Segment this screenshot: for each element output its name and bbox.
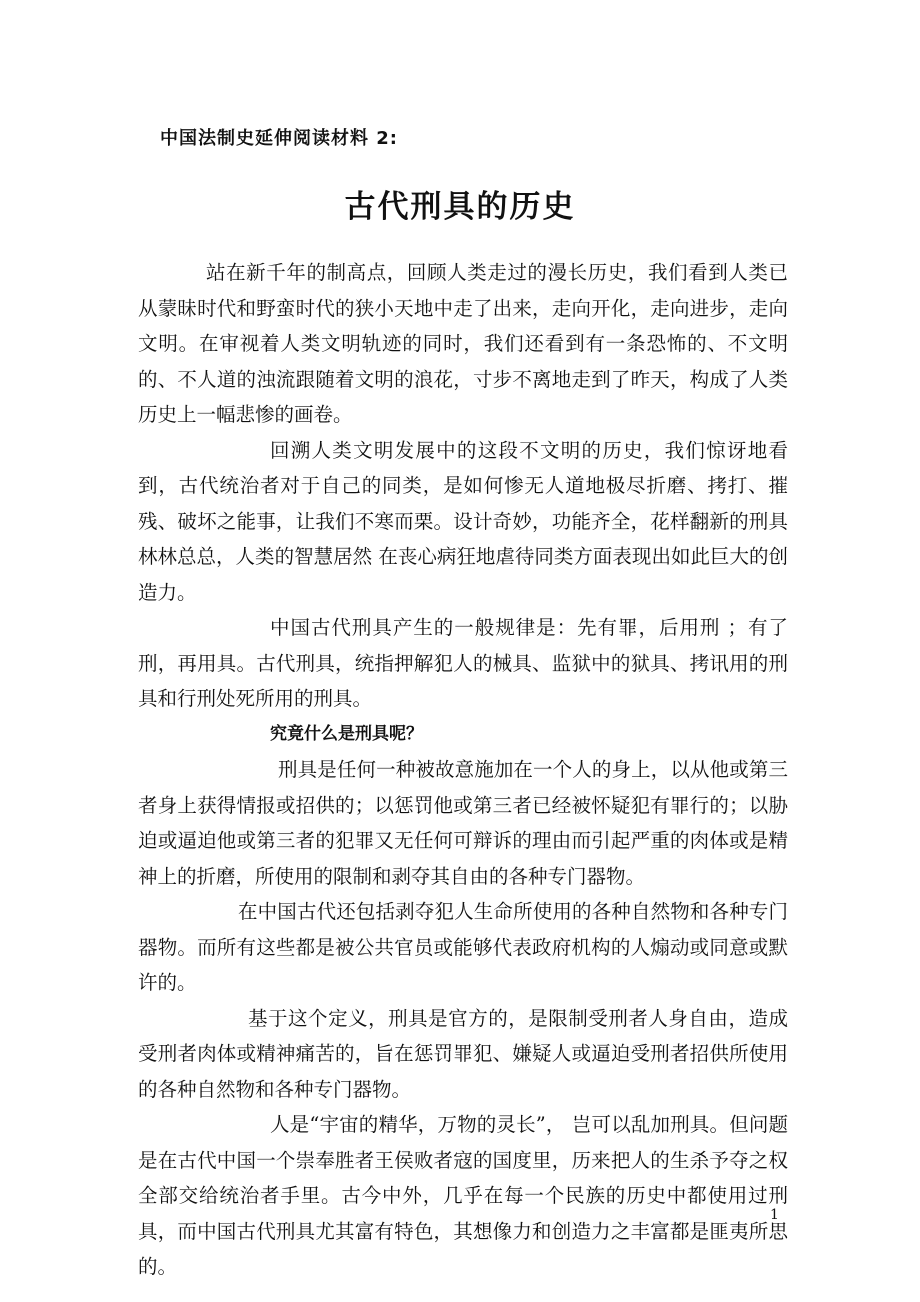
paragraph: 基于这个定义，刑具是官方的，是限制受刑者人身自由，造成受刑者肉体或精神痛苦的，旨在惩罚罪犯、嫌疑人或逼迫受刑者招供所使用的各种自然物和各种专门器物。 (138, 1006, 788, 1101)
paragraph: 人是“宇宙的精华，万物的灵长”， 岂可以乱加刑具。但问题是在古代中国一个崇奉胜者王侯败者寇的国度里，历来把人的生杀予夺之权全部交给统治者手里。古今中外，几乎在每一个民族的历史中都使用过刑具，而中国古代刑具尤其富有特色，其想像力和创造力之丰富都是匪夷所思的。 (138, 1113, 788, 1278)
paragraph: 回溯人类文明发展中的这段不文明的历史，我们惊讶地看到，古代统治者对于自己的同类，是如何惨无人道地极尽折磨、拷打、摧残、破坏之能事，让我们不寒而栗。设计奇妙，功能齐全，花样翻新的刑具林林总总，人类的智慧居然 在丧心病狂地虐待同类方面表现出如此巨大的创造力。 (138, 438, 788, 604)
paragraph: 中国古代刑具产生的一般规律是：先有罪，后用刑 ；有了刑，再用具。古代刑具，统指押解犯人的械具、监狱中的狱具、拷讯用的刑具和行刑处死所用的刑具。 (138, 616, 788, 710)
section-subheading: 究竟什么是刑具呢？ (270, 723, 423, 744)
document-title: 古代刑具的历史 (344, 189, 576, 225)
page-number: 1 (770, 1207, 779, 1223)
paragraph: 刑具是任何一种被故意施加在一个人的身上，以从他或第三者身上获得情报或招供的；以惩罚他或第三者已经被怀疑犯有罪行的；以胁迫或逼迫他或第三者的犯罪又无任何可辩诉的理由而引起严重的肉体或是精神上的折磨，所使用的限制和剥夺其自由的各种专门器物。 (138, 758, 788, 888)
series-label: 中国法制史延伸阅读材料 2: (160, 128, 398, 149)
paragraph: 在中国古代还包括剥夺犯人生命所使用的各种自然物和各种专门器物。而所有这些都是被公共官员或能够代表政府机构的人煽动或同意或默许的。 (138, 900, 788, 994)
article-body (138, 255, 788, 1285)
paragraph: 站在新千年的制高点，回顾人类走过的漫长历史，我们看到人类已从蒙昧时代和野蛮时代的狭小天地中走了出来，走向开化，走向进步，走向文明。在审视着人类文明轨迹的同时，我们还看到有一条恐怖的、不文明的、不人道的浊流跟随着文明的浪花，寸步不离地走到了昨天，构成了人类历史上一幅悲惨的画卷。 (138, 261, 788, 426)
